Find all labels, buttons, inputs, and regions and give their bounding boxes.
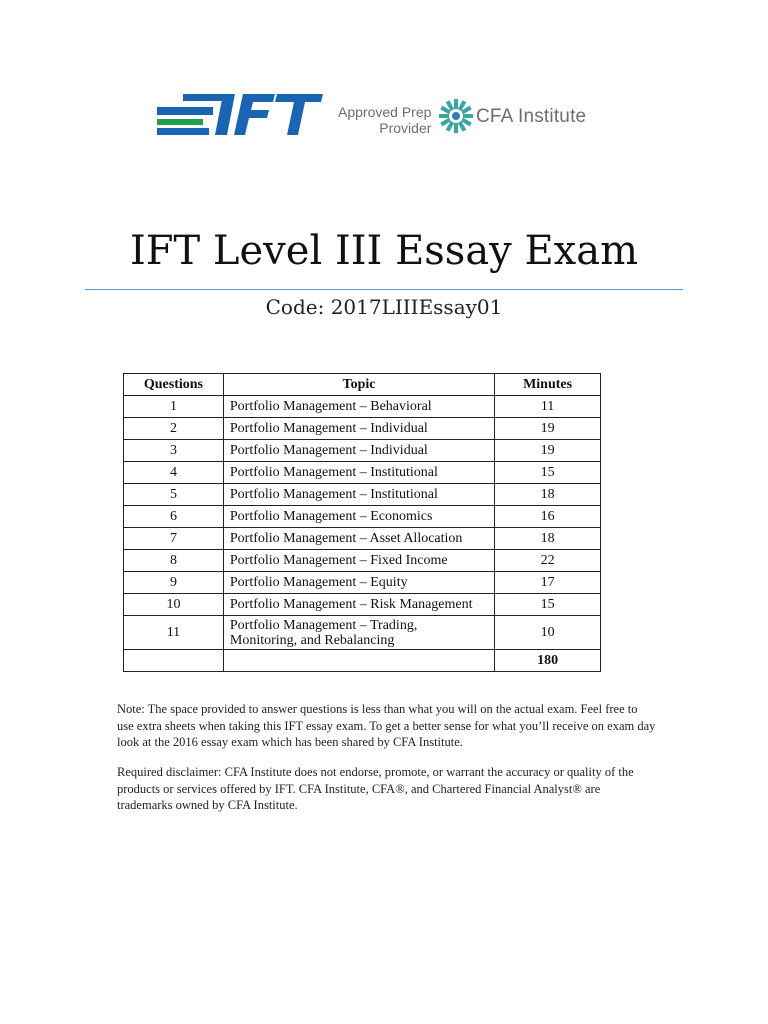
- question-topic-line-1: Portfolio Management – Trading,: [229, 617, 418, 633]
- question-topic: Portfolio Management – Individual: [223, 418, 494, 440]
- table-total-row: [124, 650, 601, 672]
- table-row: [124, 418, 601, 440]
- exam-note: Note: The space provided to answer questions is less than what you will on the actual exam. Feel free to use extra sheets when taking this IFT essay exam. To get a better sense for what you’ll receive on exam day look at the 2016 essay exam which has been shared by CFA Institute.: [117, 702, 656, 749]
- header-minutes: Minutes: [495, 374, 601, 396]
- question-topic: [223, 616, 494, 650]
- question-topic: Portfolio Management – Risk Management: [223, 594, 494, 616]
- question-minutes: 17: [495, 572, 601, 594]
- table-row: [124, 616, 601, 650]
- table-row: [124, 440, 601, 462]
- table-row: [124, 550, 601, 572]
- approved-line-1: Approved Prep: [338, 104, 432, 120]
- question-minutes: 16: [495, 506, 601, 528]
- table-row: [124, 572, 601, 594]
- disclaimer: Required disclaimer: CFA Institute does not endorse, promote, or warrant the accuracy or quality of the products or services offered by IFT. CFA Institute, CFA®, and Chartered Financial Analyst® are trademarks owned by CFA Institute.: [117, 765, 634, 812]
- page-title: IFT Level III Essay Exam: [129, 228, 639, 274]
- question-minutes: 15: [495, 594, 601, 616]
- total-empty-cell: [223, 650, 494, 672]
- question-topic: Portfolio Management – Individual: [223, 440, 494, 462]
- question-minutes: 10: [495, 616, 601, 650]
- cfa-institute-text: CFA Institute: [476, 106, 587, 127]
- question-number: 8: [124, 550, 224, 572]
- question-topic-line-2: Monitoring, and Rebalancing: [229, 632, 395, 648]
- table-row: [124, 484, 601, 506]
- header-logos: [155, 88, 600, 140]
- question-number: 9: [124, 572, 224, 594]
- total-empty-cell: [124, 650, 224, 672]
- question-number: 4: [124, 462, 224, 484]
- total-minutes: 180: [495, 650, 601, 672]
- table-row: [124, 594, 601, 616]
- question-minutes: 19: [495, 418, 601, 440]
- question-topic: Portfolio Management – Institutional: [223, 484, 494, 506]
- question-topic: Portfolio Management – Asset Allocation: [223, 528, 494, 550]
- approved-line-2: Provider: [379, 120, 432, 136]
- table-header-row: [124, 374, 601, 396]
- question-topic: Portfolio Management – Fixed Income: [223, 550, 494, 572]
- question-minutes: 11: [495, 396, 601, 418]
- table-row: [124, 462, 601, 484]
- question-topic: Portfolio Management – Economics: [223, 506, 494, 528]
- table-row: [124, 528, 601, 550]
- cfa-institute-logo-mark: [438, 98, 474, 134]
- table-row: [124, 506, 601, 528]
- question-minutes: 15: [495, 462, 601, 484]
- question-topic: Portfolio Management – Behavioral: [223, 396, 494, 418]
- question-topic: Portfolio Management – Equity: [223, 572, 494, 594]
- question-number: 7: [124, 528, 224, 550]
- questions-table: [123, 373, 601, 672]
- question-number: 11: [124, 616, 224, 650]
- question-number: 1: [124, 396, 224, 418]
- question-minutes: 18: [495, 484, 601, 506]
- question-minutes: 18: [495, 528, 601, 550]
- question-topic: Portfolio Management – Institutional: [223, 462, 494, 484]
- question-number: 6: [124, 506, 224, 528]
- question-number: 3: [124, 440, 224, 462]
- ift-logo: [155, 88, 325, 138]
- exam-code: Code: 2017LIIIEssay01: [265, 295, 503, 319]
- question-number: 5: [124, 484, 224, 506]
- question-number: 10: [124, 594, 224, 616]
- question-minutes: 19: [495, 440, 601, 462]
- question-minutes: 22: [495, 550, 601, 572]
- header-topic: Topic: [223, 374, 494, 396]
- header-questions: Questions: [124, 374, 224, 396]
- approved-prep-provider: [338, 104, 431, 136]
- table-row: [124, 396, 601, 418]
- title-divider: [85, 289, 683, 290]
- question-number: 2: [124, 418, 224, 440]
